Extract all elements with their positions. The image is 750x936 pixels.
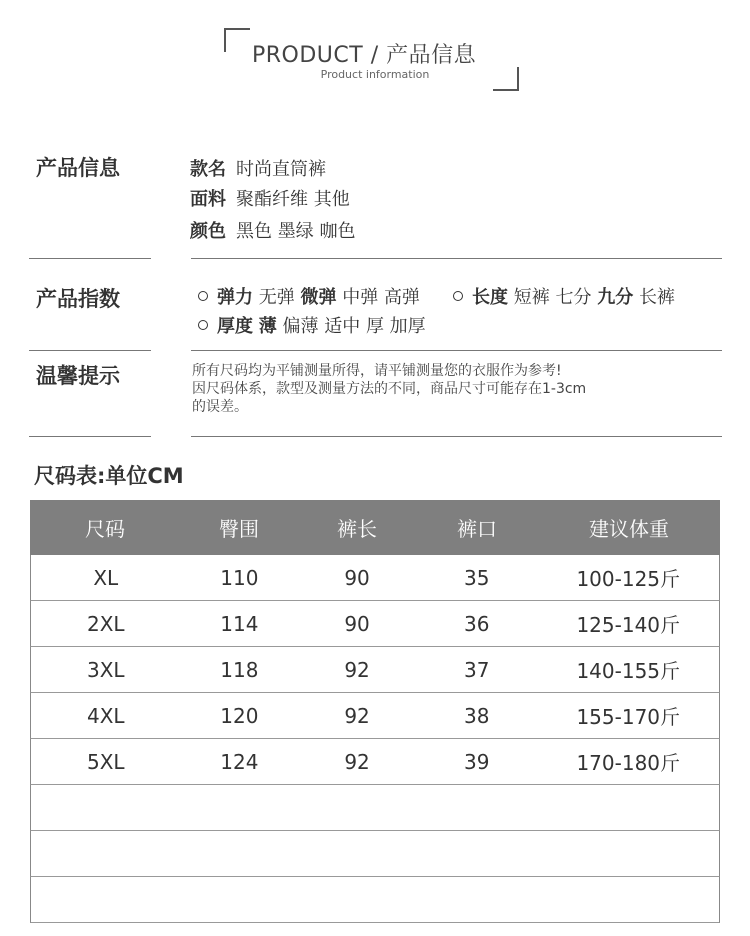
table-header-cell: 建议体重 bbox=[589, 517, 669, 541]
corner-bracket-top-left bbox=[224, 28, 250, 52]
tips-title: 温馨提示 bbox=[36, 364, 120, 388]
bullet-icon bbox=[453, 291, 463, 301]
table-header-cell: 裤长 bbox=[337, 517, 377, 541]
index-option: 无弹 bbox=[258, 287, 295, 308]
info-label: 面料 bbox=[190, 189, 226, 210]
info-value: 时尚直筒裤 bbox=[236, 159, 326, 180]
info-value: 聚酯纤维 其他 bbox=[236, 189, 350, 210]
table-cell: 155-170斤 bbox=[576, 705, 681, 729]
table-header-row bbox=[30, 500, 720, 555]
divider bbox=[191, 436, 722, 437]
index-option: 适中 bbox=[324, 316, 361, 337]
table-row-empty bbox=[30, 831, 720, 877]
table-cell: 120 bbox=[220, 703, 259, 728]
table-cell: 90 bbox=[344, 611, 370, 636]
info-row-name bbox=[190, 155, 326, 181]
table-cell: 38 bbox=[463, 703, 490, 728]
table-cell: 4XL bbox=[86, 703, 125, 728]
info-label: 款名 bbox=[190, 159, 226, 180]
index-option: 七分 bbox=[555, 287, 592, 308]
table-cell: 5XL bbox=[86, 749, 125, 774]
bullet-icon bbox=[198, 320, 208, 330]
table-cell: 114 bbox=[220, 611, 259, 636]
table-cell: 125-140斤 bbox=[576, 613, 681, 637]
index-option-selected: 微弹 bbox=[300, 287, 337, 308]
table-cell: 3XL bbox=[86, 657, 125, 682]
divider bbox=[29, 350, 151, 351]
index-option-selected: 九分 bbox=[597, 287, 634, 308]
divider bbox=[29, 258, 151, 259]
product-index-title: 产品指数 bbox=[36, 287, 120, 311]
index-label: 厚度 bbox=[217, 316, 253, 337]
size-chart-table bbox=[30, 500, 720, 923]
table-cell: 92 bbox=[344, 749, 370, 774]
table-cell: 170-180斤 bbox=[576, 751, 681, 775]
index-option: 高弹 bbox=[383, 287, 420, 308]
tips-text bbox=[192, 362, 692, 416]
tips-line: 所有尺码均为平铺测量所得，请平铺测量您的衣服作为参考! bbox=[192, 363, 562, 379]
info-label: 颜色 bbox=[190, 221, 226, 242]
table-row bbox=[30, 693, 720, 739]
table-cell: 39 bbox=[463, 749, 490, 774]
table-row bbox=[30, 601, 720, 647]
table-header-cell: 尺码 bbox=[85, 517, 125, 541]
divider bbox=[191, 350, 722, 351]
table-cell: 110 bbox=[220, 565, 259, 590]
index-option: 加厚 bbox=[389, 316, 426, 337]
tips-line: 因尺码体系，款型及测量方法的不同，商品尺寸可能存在1-3cm bbox=[192, 381, 587, 397]
table-cell: XL bbox=[93, 565, 119, 590]
elasticity-index bbox=[198, 283, 420, 309]
index-option: 厚 bbox=[365, 316, 384, 337]
table-cell: 35 bbox=[463, 565, 490, 590]
page-subtitle bbox=[0, 68, 750, 81]
table-cell: 90 bbox=[344, 565, 370, 590]
table-cell: 118 bbox=[220, 657, 259, 682]
table-header-cell: 臀围 bbox=[219, 517, 259, 541]
table-row-empty bbox=[30, 877, 720, 923]
length-index bbox=[453, 283, 675, 309]
index-option-selected: 薄 bbox=[258, 316, 277, 337]
bullet-icon bbox=[198, 291, 208, 301]
table-row-empty bbox=[30, 785, 720, 831]
info-value: 黑色 墨绿 咖色 bbox=[236, 221, 356, 242]
table-row bbox=[30, 739, 720, 785]
info-row-fabric bbox=[190, 185, 350, 211]
table-cell: 37 bbox=[463, 657, 490, 682]
info-row-color bbox=[190, 217, 355, 243]
table-row bbox=[30, 555, 720, 601]
index-label: 弹力 bbox=[217, 287, 253, 308]
table-cell: 100-125斤 bbox=[576, 567, 681, 591]
index-option: 中弹 bbox=[342, 287, 379, 308]
tips-line: 的误差。 bbox=[192, 399, 248, 415]
table-cell: 36 bbox=[463, 611, 490, 636]
index-option: 偏薄 bbox=[282, 316, 319, 337]
table-cell: 92 bbox=[344, 657, 370, 682]
table-cell: 92 bbox=[344, 703, 370, 728]
table-cell: 140-155斤 bbox=[576, 659, 681, 683]
page-subtitle-text: Product information bbox=[320, 68, 430, 81]
table-cell: 124 bbox=[220, 749, 259, 774]
index-option: 短裤 bbox=[513, 287, 550, 308]
table-cell: 2XL bbox=[86, 611, 125, 636]
product-info-title: 产品信息 bbox=[36, 156, 120, 180]
index-option: 长裤 bbox=[638, 287, 675, 308]
divider bbox=[29, 436, 151, 437]
index-label: 长度 bbox=[472, 287, 508, 308]
table-row bbox=[30, 647, 720, 693]
table-header-cell: 裤口 bbox=[457, 517, 497, 541]
divider bbox=[191, 258, 722, 259]
size-chart-title: 尺码表:单位CM bbox=[34, 464, 184, 488]
page-title: PRODUCT / 产品信息 bbox=[252, 43, 477, 68]
thickness-index bbox=[198, 312, 426, 338]
